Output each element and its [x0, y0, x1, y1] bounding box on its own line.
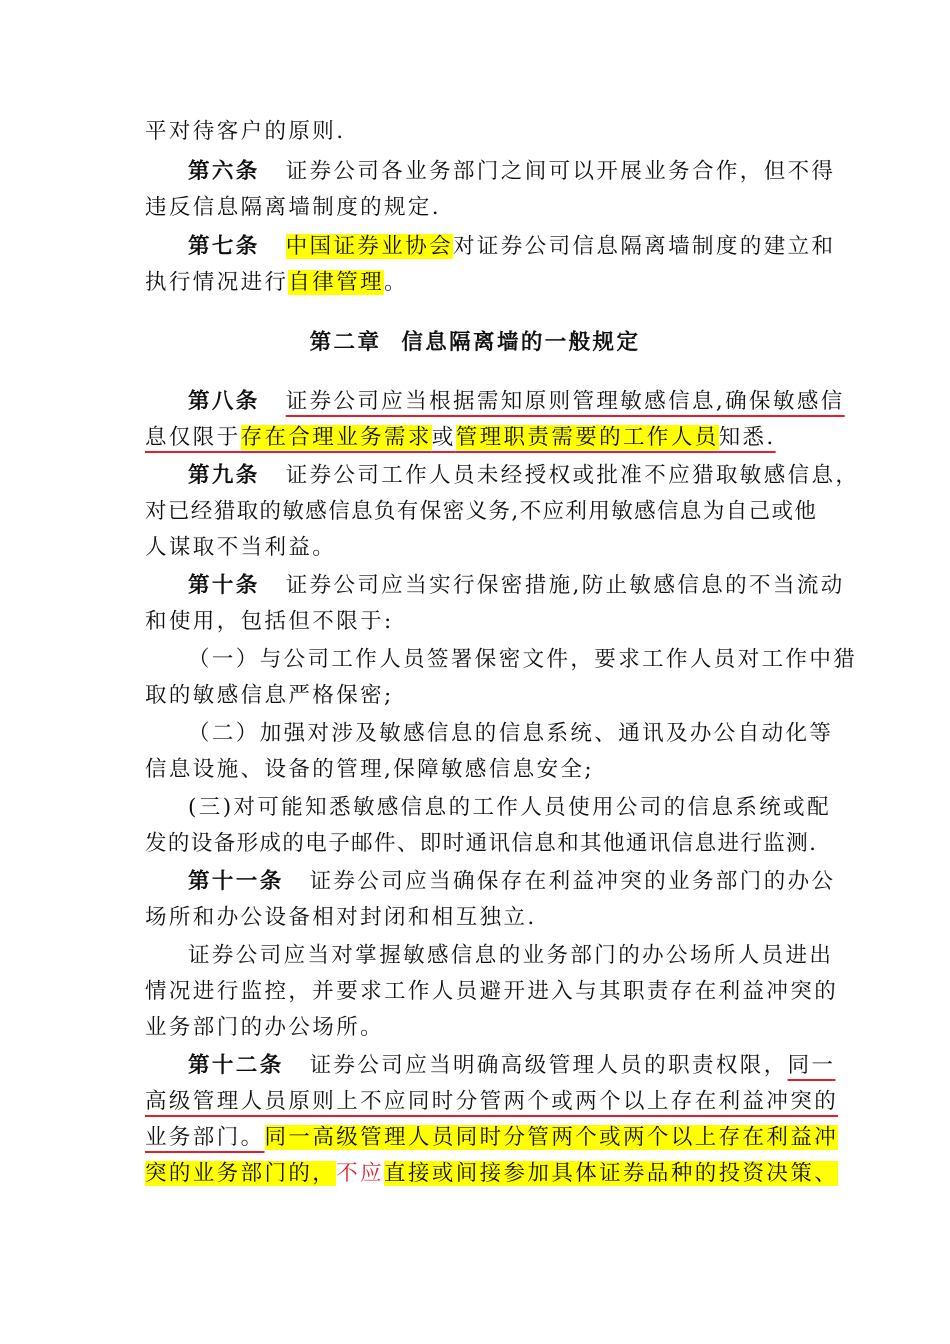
- article-9-line-2: [145, 494, 818, 530]
- text: 违反信息隔离墙制度的规定.: [145, 195, 442, 220]
- article-9-line-1: [188, 458, 860, 494]
- article-6-title: 第六条: [188, 159, 260, 184]
- paragraph-line-3: [145, 1010, 810, 1046]
- text: （一）与公司工作人员签署保密文件，要求工作人员对工作中猎: [188, 647, 858, 672]
- highlighted-text: 存在合理业务需求: [240, 425, 432, 450]
- text: 证券公司应当确保存在利益冲突的业务部门的办公: [309, 869, 836, 894]
- underlined-text: 或: [431, 425, 456, 450]
- item-3-line-2: [145, 826, 818, 862]
- text: 业务部门的办公场所。: [145, 1015, 385, 1040]
- chapter-title: 信息隔离墙的一般规定: [401, 330, 641, 355]
- article-7-line-1: [188, 229, 836, 265]
- text-line: [145, 114, 810, 150]
- chapter-heading: [0, 325, 950, 361]
- article-10-line-1: [188, 568, 845, 604]
- article-11-line-1: [188, 864, 836, 900]
- text: 证券公司各业务部门之间可以开展业务合作，但不得: [285, 159, 836, 184]
- text: 发的设备形成的电子邮件、即时通讯信息和其他通讯信息进行监测.: [145, 831, 818, 856]
- article-7-line-2: [145, 265, 810, 301]
- article-12-line-2: [145, 1084, 839, 1120]
- article-8-line-2: [145, 420, 810, 456]
- text: 证券公司应当明确高级管理人员的职责权限，: [309, 1053, 788, 1078]
- article-12-line-1: [188, 1048, 836, 1084]
- highlighted-text: 管理职责需要的工作人员: [455, 425, 719, 450]
- paragraph-line-1: [188, 938, 834, 974]
- paragraph-line-2: [145, 974, 839, 1010]
- text: 证券公司工作人员未经授权或批准不应猎取敏感信息，: [285, 463, 860, 488]
- text: 人谋取不当利益。: [145, 535, 337, 560]
- text: 证券公司应当对掌握敏感信息的业务部门的办公场所人员进出: [188, 943, 834, 968]
- highlighted-text: 直接或间接参加具体证券品种的投资决策、: [384, 1161, 839, 1186]
- underlined-text: 息仅限于: [145, 425, 241, 450]
- article-9-line-3: [145, 530, 810, 566]
- article-7-title: 第七条: [188, 234, 260, 259]
- text: 场所和办公设备相对封闭和相互独立.: [145, 905, 537, 930]
- article-11-title: 第十一条: [188, 869, 284, 894]
- highlighted-text: 同一高级管理人员同时分管两个或两个以上存在利益冲: [264, 1125, 839, 1150]
- text: 对证券公司信息隔离墙制度的建立和: [453, 234, 836, 259]
- text: 和使用，包括但不限于:: [145, 609, 394, 634]
- underlined-text: 证券公司应当根据需知原则管理敏感信息,确保敏感信: [285, 389, 845, 414]
- text: 。: [384, 270, 408, 295]
- item-3-line-1: [188, 790, 831, 826]
- article-10-title: 第十条: [188, 573, 260, 598]
- text: 证券公司应当实行保密措施,防止敏感信息的不当流动: [285, 573, 845, 598]
- underlined-text: 高级管理人员原则上不应同时分管两个或两个以上存在利益冲突的: [145, 1089, 839, 1114]
- item-1-line-1: [188, 642, 858, 678]
- red-text: 不应: [336, 1161, 385, 1186]
- text: 信息设施、设备的管理,保障敏感信息安全;: [145, 757, 595, 782]
- article-12-title: 第十二条: [188, 1053, 284, 1078]
- article-11-line-2: [145, 900, 810, 936]
- highlighted-text: 中国证券业协会: [285, 234, 454, 259]
- text: 情况进行监控，并要求工作人员避开进入与其职责存在利益冲突的: [145, 979, 839, 1004]
- item-1-line-2: [145, 678, 810, 714]
- text: 执行情况进行: [145, 270, 289, 295]
- article-12-line-3: [145, 1120, 839, 1156]
- article-8-title: 第八条: [188, 389, 260, 414]
- article-6-line-2: [145, 190, 810, 226]
- text: 对已经猎取的敏感信息负有保密义务,不应利用敏感信息为自己或他: [145, 499, 818, 524]
- article-12-line-4: [145, 1156, 839, 1192]
- item-2-line-2: [145, 752, 810, 788]
- article-10-line-2: [145, 604, 810, 640]
- article-8-line-1: [188, 384, 845, 420]
- underlined-text: 知悉.: [718, 425, 776, 450]
- article-6-line-1: [188, 154, 836, 190]
- text: 取的敏感信息严格保密;: [145, 683, 394, 708]
- highlighted-text: 突的业务部门的，: [145, 1161, 337, 1186]
- text: 平对待客户的原则.: [145, 119, 346, 144]
- chapter-number: 第二章: [309, 330, 382, 355]
- item-2-line-1: [188, 716, 834, 752]
- underlined-text: 同一: [787, 1053, 836, 1078]
- underlined-text: 业务部门。: [145, 1125, 265, 1150]
- highlighted-text: 自律管理: [288, 270, 385, 295]
- text: (三)对可能知悉敏感信息的工作人员使用公司的信息系统或配: [188, 795, 831, 820]
- text: （二）加强对涉及敏感信息的信息系统、通讯及办公自动化等: [188, 721, 834, 746]
- article-9-title: 第九条: [188, 463, 260, 488]
